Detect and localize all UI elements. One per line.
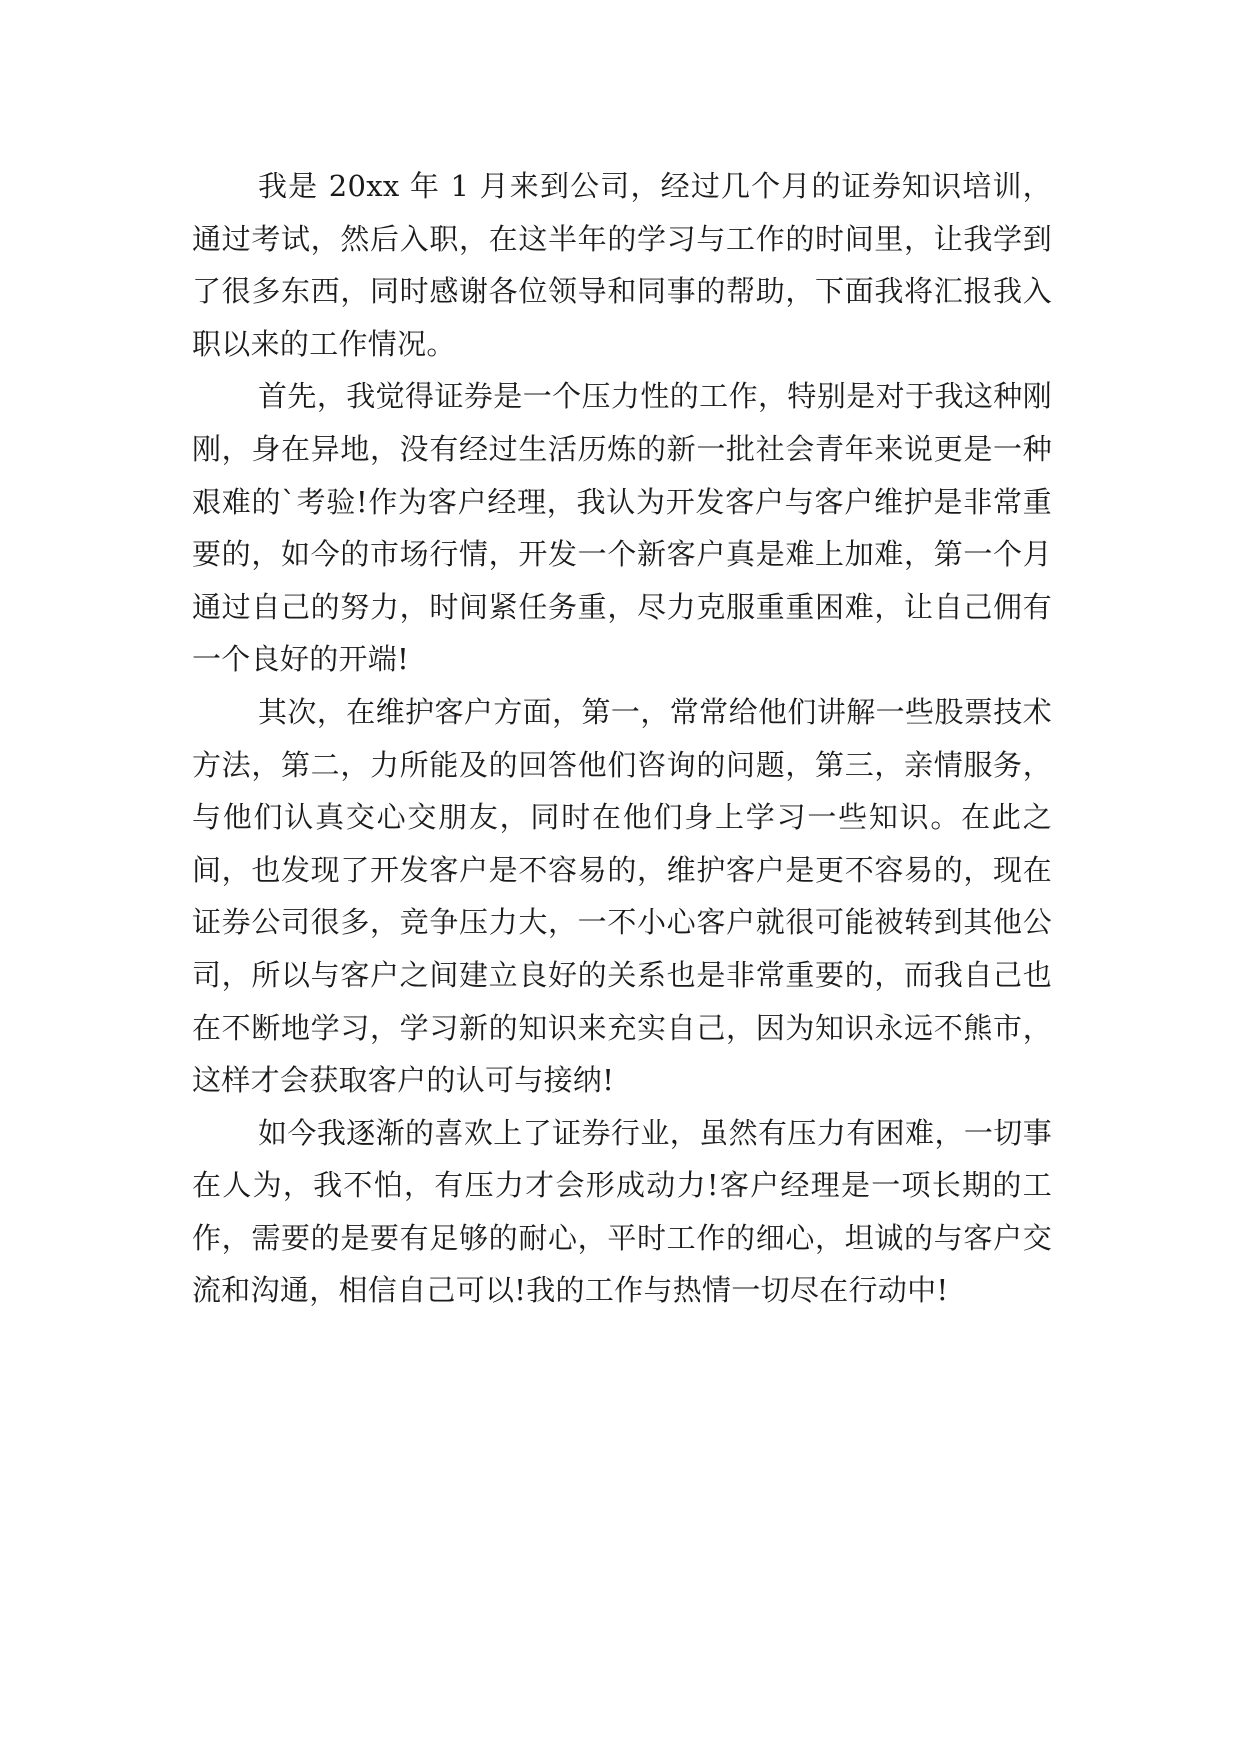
paragraph-first: 首先，我觉得证券是一个压力性的工作，特别是对于我这种刚刚，身在异地，没有经过生活历炼的新一批社会青年来说更是一种艰难的`考验!作为客户经理，我认为开发客户与客户维护是非常重要的，如今的市场行情，开发一个新客户真是难上加难，第一个月通过自己的努力，时间紧任务重，尽力克服重重困难，让自己佣有一个良好的开端! [192, 379, 1052, 677]
paragraph-second: 其次，在维护客户方面，第一，常常给他们讲解一些股票技术方法，第二，力所能及的回答他们咨询的问题，第三，亲情服务，与他们认真交心交朋友，同时在他们身上学习一些知识。在此之间，也发现了开发客户是不容易的，维护客户是更不容易的，现在证券公司很多，竞争压力大，一不小心客户就很可能被转到其他公司，所以与客户之间建立良好的关系也是非常重要的，而我自己也在不断地学习，学习新的知识来充实自己，因为知识永远不熊市，这样才会获取客户的认可与接纳! [192, 694, 1052, 1098]
paragraph-intro: 我是 20xx 年 1 月来到公司，经过几个月的证券知识培训，通过考试，然后入职，在这半年的学习与工作的时间里，让我学到了很多东西，同时感谢各位领导和同事的帮助，下面我将汇报我入职以来的工作情况。 [192, 169, 1052, 361]
paragraph-conclusion: 如今我逐渐的喜欢上了证券行业，虽然有压力有困难，一切事在人为，我不怕，有压力才会形成动力!客户经理是一项长期的工作，需要的是要有足够的耐心，平时工作的细心，坦诚的与客户交流和沟通，相信自己可以!我的工作与热情一切尽在行动中! [192, 1115, 1052, 1308]
document-body [192, 160, 1052, 1317]
